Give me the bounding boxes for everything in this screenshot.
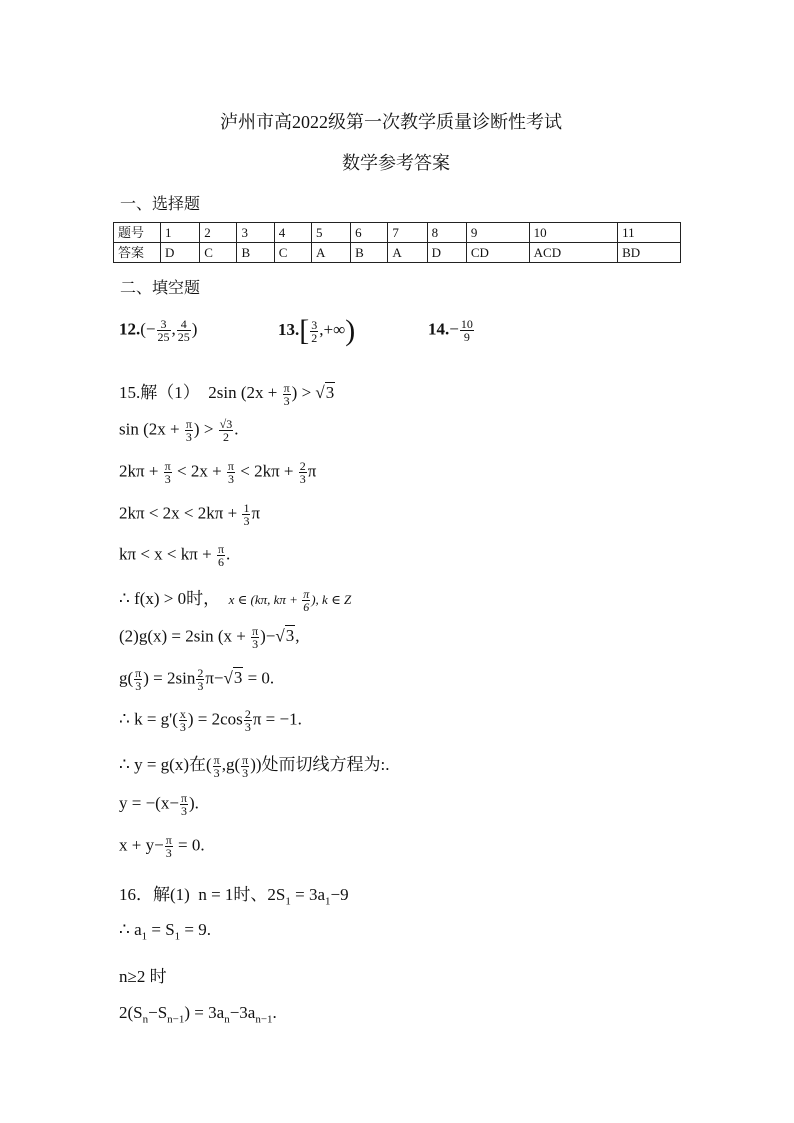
solution-line: n≥2 时 — [119, 967, 167, 986]
table-cell: D — [161, 243, 200, 263]
table-cell: 4 — [274, 223, 311, 243]
solution-line: ∴ f(x) > 0时， x ∈ (kπ, kπ + $\frac{\pi}{6}$ ), k ∈ Z — [119, 586, 352, 614]
section-heading-choice: 一、选择题 — [120, 196, 201, 213]
problem-heading: 16．解(1) — [119, 885, 190, 904]
solution-text: n = 1时、2S — [198, 885, 286, 904]
solution-line: 2kπ < 2x < 2kπ + $\frac{1}{3}$ π — [119, 501, 261, 528]
page-subtitle: 数学参考答案 — [342, 153, 450, 173]
table-cell: BD — [618, 243, 681, 263]
solution-line: (2)g(x) = 2sin (x + $\frac{\pi}{3}$ )−√3, — [119, 624, 300, 651]
solution-text: ∴ f(x) > 0时， — [119, 589, 221, 608]
table-cell: A — [311, 243, 350, 263]
table-cell: 2 — [200, 223, 237, 243]
table-cell: 6 — [351, 223, 388, 243]
table-cell: CD — [466, 243, 529, 263]
solution-line: ∴ k = g'( $\frac{x}{3}$ ) = 2cos $\frac{2}{3}$ π = −1. — [119, 707, 302, 734]
table-cell: 3 — [237, 223, 274, 243]
solution-line: kπ < x < kπ + $\frac{\pi}{6}$ . — [119, 542, 231, 569]
table-cell: 7 — [388, 223, 427, 243]
table-cell: B — [351, 243, 388, 263]
table-cell: 8 — [427, 223, 466, 243]
table-cell: D — [427, 243, 466, 263]
table-cell: 11 — [618, 223, 681, 243]
answer-13: 13.[ $\frac{3}{2}$ ,+∞) — [278, 314, 356, 347]
table-cell: C — [274, 243, 311, 263]
solution-line: sin (2x + $\frac{\pi}{3}$ ) > $\frac{√3}{2}$ . — [119, 417, 239, 444]
problem-heading: 15.解（1） — [119, 383, 200, 402]
solution-line: $2(S_n-S_{n-1}) = 3a_n-3a_{n-1}$. — [119, 1003, 277, 1026]
solution-line: 16．解(1) n = 1时、$2S_1 = 3a_1-9$ — [119, 885, 349, 908]
table-cell: 题号 — [114, 223, 161, 243]
solution-line: y = −(x− $\frac{\pi}{3}$ ). — [119, 791, 199, 818]
table-cell: A — [388, 243, 427, 263]
answer-12: 12.(− $\frac{3}{25}$ , $\frac{4}{25}$ ) — [119, 317, 198, 344]
question-number: 13. — [278, 319, 300, 339]
solution-line: ∴ y = g(x)在( $\frac{\pi}{3}$ ,g( $\frac{\pi}{3}$ ))处而切线方程为:. — [119, 752, 390, 780]
solution-line: 2kπ + $\frac{\pi}{3}$ < 2x + $\frac{\pi}{3}$ < 2kπ + $\frac{2}{3}$ π — [119, 459, 317, 486]
table-cell: ACD — [529, 243, 617, 263]
question-number: 14. — [428, 319, 450, 339]
table-cell: 答案 — [114, 243, 161, 263]
solution-line: x + y− $\frac{\pi}{3}$ = 0. — [119, 833, 205, 860]
question-number: 12. — [119, 319, 141, 339]
table-cell: 5 — [311, 223, 350, 243]
table-cell: C — [200, 243, 237, 263]
table-cell: 1 — [161, 223, 200, 243]
table-row-answers — [114, 243, 681, 263]
table-cell: 10 — [529, 223, 617, 243]
table-cell: 9 — [466, 223, 529, 243]
answer-14: 14.− $\frac{10}{9}$ — [428, 317, 473, 344]
table-row-question-numbers — [114, 223, 681, 243]
solution-text: 处而切线方程为:. — [261, 755, 390, 774]
solution-line: g( $\frac{\pi}{3}$ ) = 2sin $\frac{2}{3}$ π−√3 = 0. — [119, 666, 275, 693]
table-cell: B — [237, 243, 274, 263]
answer-table — [113, 222, 681, 263]
section-heading-fill: 二、填空题 — [120, 280, 201, 297]
page-title: 泸州市高2022级第一次教学质量诊断性考试 — [220, 112, 562, 132]
solution-line: ∴ $a_1 = S_1 = 9$. — [119, 920, 212, 943]
solution-line: 15.解（1） 2sin (2x + $\frac{\pi}{3}$ ) > √3 — [119, 380, 335, 408]
minus-sign: − — [449, 319, 459, 339]
